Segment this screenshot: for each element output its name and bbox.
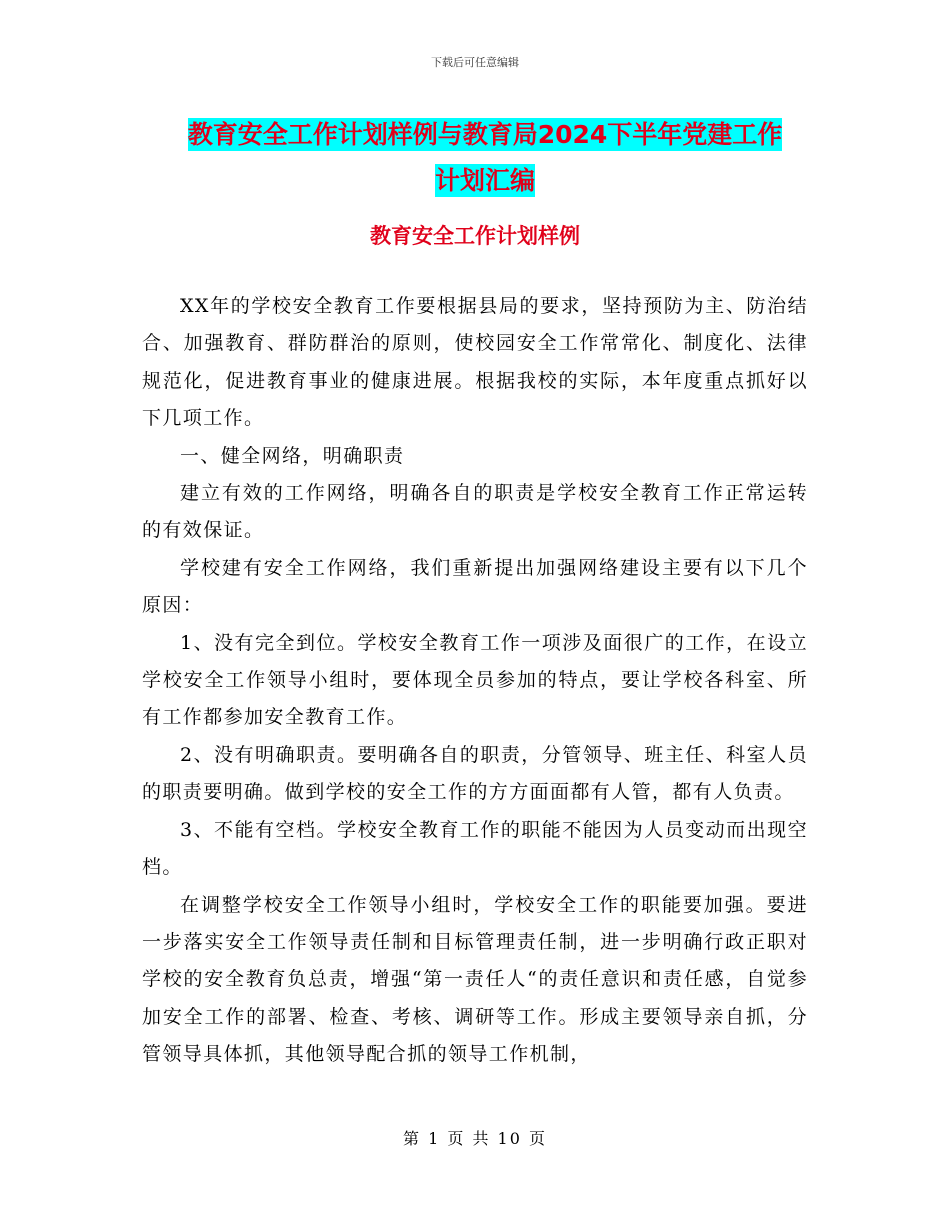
page-number-footer: 第 1 页 共 10 页	[403, 1129, 547, 1148]
paragraph: 3、不能有空档。学校安全教育工作的职能不能因为人员变动而出现空档。	[142, 818, 808, 879]
paragraph: 在调整学校安全工作领导小组时，学校安全工作的职能要加强。要进一步落实安全工作领导责任制和目标管理责任制，进一步明确行政正职对学校的安全教育负总责，增强“第一责任人“的责任意识和责任感，自觉参加安全工作的部署、检查、考核、调研等工作。形成主要领导亲自抓，分管领导具体抓，其他领导配合抓的领导工作机制，	[142, 893, 808, 1066]
paragraph: 学校建有安全工作网络，我们重新提出加强网络建设主要有以下几个原因：	[142, 556, 808, 617]
document-title-line-2: 计划汇编	[434, 166, 535, 195]
page-header-note: 下载后可任意编辑	[431, 56, 519, 69]
section-title: 教育安全工作计划样例	[370, 224, 580, 248]
document-body	[142, 288, 808, 1074]
document-title-line-1: 教育安全工作计划样例与教育局2024下半年党建工作	[187, 120, 783, 149]
paragraph: XX年的学校安全教育工作要根据县局的要求，坚持预防为主、防治结合、加强教育、群防群治的原则，使校园安全工作常常化、制度化、法律规范化，促进教育事业的健康进展。根据我校的实际，本年度重点抓好以下几项工作。	[142, 295, 808, 430]
paragraph: 2、没有明确职责。要明确各自的职责，分管领导、班主任、科室人员的职责要明确。做到学校的安全工作的方方面面都有人管，都有人负责。	[142, 743, 808, 804]
document-title	[140, 112, 830, 204]
paragraph: 一、健全网络，明确职责	[180, 444, 405, 467]
paragraph: 建立有效的工作网络，明确各自的职责是学校安全教育工作正常运转的有效保证。	[142, 482, 808, 542]
paragraph: 1、没有完全到位。学校安全教育工作一项涉及面很广的工作，在设立学校安全工作领导小组时，要体现全员参加的特点，要让学校各科室、所有工作都参加安全教育工作。	[142, 631, 808, 729]
